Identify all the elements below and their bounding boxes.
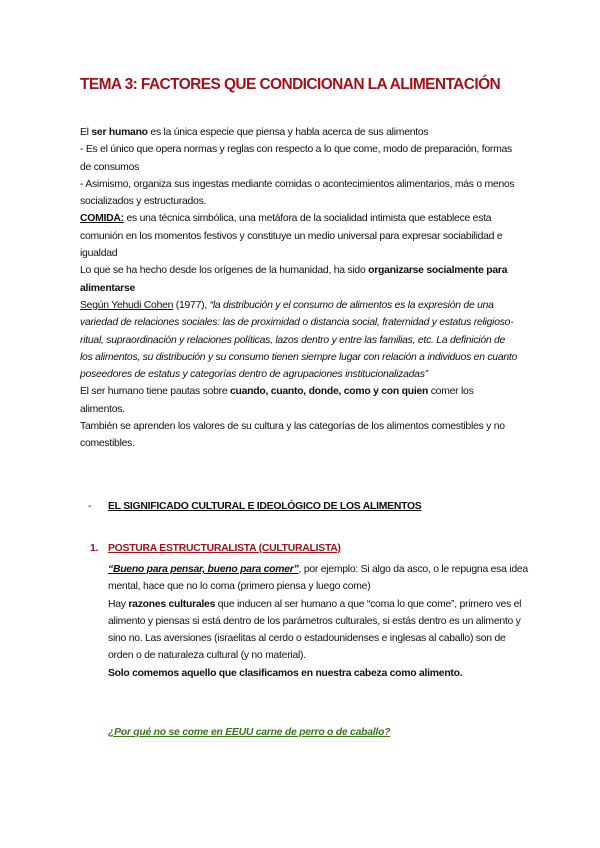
motto-text: , por ejemplo: Si algo da asco, o le repugna esa idea mental, hace que no lo coma (primero piensa y luego come) [108, 564, 528, 593]
bold-term-ser-humano: ser humano [91, 127, 148, 138]
intro-line-3: - Asimismo, organiza sus ingestas mediante comidas o acontecimientos alimentarios, más o menos socializados y estructurados. [80, 178, 515, 208]
text-span: comer los alimentos. [80, 386, 474, 415]
intro-line-1 [80, 124, 520, 141]
conclusion-line: Solo comemos aquello que clasificamos en nuestra cabeza como alimento. [108, 667, 463, 679]
subsection-number: 1. [90, 543, 99, 554]
text-span: Hay [108, 598, 129, 610]
bullet-dash: - [88, 501, 92, 512]
question-heading: ¿Por qué no se come en EEUU carne de perro o de caballo? [108, 727, 391, 738]
intro-line-2: - Es el único que opera normas y reglas con respecto a lo que come, modo de preparación, formas de consumos [80, 144, 512, 173]
text-span: que inducen al ser humano a que “coma lo que come”, primero ves el alimento y piensas si está dentro de los parámetros culturales, si estás dentro es un alimento y sino no. Las aversiones (israelitas al cerdo o estadounidenses e inglesas al caballo) son de orden o de naturaleza cultural (y no material). [108, 598, 522, 662]
section-heading [88, 501, 422, 512]
reasons-bold: razones culturales [128, 598, 216, 610]
document-title: TEMA 3: FACTORES QUE CONDICIONAN LA ALIMENTACIÓN [80, 76, 501, 93]
text-span: es la única especie que piensa y habla acerca de sus alimentos [147, 127, 429, 138]
cohen-quote: “la distribución y el consumo de alimentos es la expresión de una variedad de relaciones sociales: las de proximidad o distancia social, fraternidad y estatus religioso-ritual, supraordinación y relaciones políticas, lazos dentro y entre las familias, etc. La definición de los alimentos, su distribución y su consumo tienen siempre lugar con relación a individuos en cuanto poseedores de estatus y categorías dentro de agrupaciones institucionalizadas” [80, 299, 518, 381]
section-heading-text: EL SIGNIFICADO CULTURAL E IDEOLÓGICO DE LOS ALIMENTOS [108, 501, 422, 512]
motto: “Bueno para pensar, bueno para comer” [108, 564, 299, 575]
origins-paragraph [80, 262, 520, 297]
subsection-heading [90, 543, 341, 554]
text-span: Lo que se ha hecho desde los orígenes de la humanidad, ha sido [80, 265, 369, 277]
subsection-heading-text: POSTURA ESTRUCTURALISTA (CULTURALISTA) [108, 543, 341, 554]
subsection-body [108, 561, 528, 682]
patterns-paragraph [80, 383, 520, 418]
comida-def-text: es una técnica simbólica, una metáfora de la socialidad intimista que establece esta comunión en los momentos festivos y constituye un medio universal para expresar sociabilidad e igualdad [80, 213, 503, 260]
reasons-paragraph [108, 596, 528, 665]
comida-term: COMIDA: [80, 213, 124, 225]
origins-bold: organizarse socialmente para alimentarse [80, 265, 508, 294]
text-span: El [80, 127, 92, 138]
motto-paragraph [108, 561, 528, 596]
cohen-author: Según Yehudi Cohen [80, 299, 174, 311]
comida-definition [80, 210, 520, 262]
intro-body [80, 124, 520, 453]
text-span: El ser humano tiene pautas sobre [80, 386, 231, 398]
cohen-quote-paragraph [80, 297, 520, 383]
patterns-bold: cuando, cuanto, donde, como y con quien [230, 386, 429, 398]
cohen-year: (1977), [173, 299, 210, 311]
patterns-line-2: También se aprenden los valores de su cultura y las categorías de los alimentos comestibles y no comestibles. [80, 421, 505, 450]
